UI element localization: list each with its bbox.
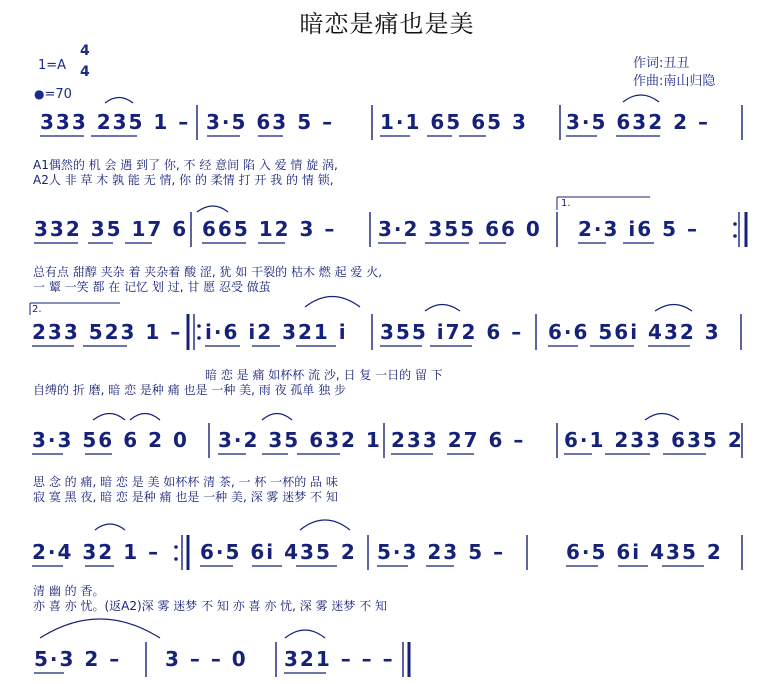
measure: 3·5 63 5 – (206, 110, 335, 134)
measure: 6·5 6i 435 2 (200, 540, 357, 564)
key-signature: 1=A (38, 58, 67, 73)
lyrics-verse-2: 一 颦 一笑 都 在 记忆 划 过, 甘 愿 忍受 做茧 (33, 280, 271, 294)
lyrics-verse-1: A1偶然的 机 会 遇 到了 你, 不 经 意间 陷 入 爱 情 旋 涡, (33, 158, 338, 172)
tempo-value: =70 (44, 87, 72, 102)
measure: 6·5 6i 435 2 (566, 540, 723, 564)
lyrics-verse-1: 暗 恋 是 痛 如杯杯 流 沙, 日 复 一日的 留 下 (205, 368, 443, 382)
lyrics-verse-2: 亦 喜 亦 忧。(返A2)深 雾 迷梦 不 知 亦 喜 亦 忧, 深 雾 迷梦 不 知 (33, 599, 388, 613)
song-title: 暗恋是痛也是美 (299, 10, 475, 38)
slur (300, 520, 350, 530)
measure: 1·1 65 65 3 (380, 110, 528, 134)
measure: 5·3 2 – (34, 647, 122, 671)
lyrics-verse-2: 自缚的 折 磨, 暗 恋 是种 痛 也是 一种 美, 雨 夜 孤单 独 步 (33, 383, 347, 397)
slur (40, 619, 160, 638)
measure: 321 – – – (284, 647, 395, 671)
volta-1: 1. (561, 198, 571, 209)
composer-credit: 作曲:南山归隐 (633, 74, 716, 89)
measure: 5·3 23 5 – (377, 540, 506, 564)
lyrics-verse-1: 清 幽 的 香。 (33, 584, 105, 598)
measure: 6·6 56i 432 3 (548, 320, 721, 344)
measure: 233 27 6 – (391, 428, 526, 452)
slur (425, 305, 460, 312)
slur (130, 414, 160, 421)
slur (305, 297, 360, 308)
time-signature-bottom: 4 (80, 64, 90, 80)
lyrics-verse-2: 寂 寞 黑 夜, 暗 恋 是种 痛 也是 一种 美, 深 雾 迷梦 不 知 (33, 490, 338, 504)
measure: 332 35 17 6 (34, 217, 189, 241)
slur (655, 305, 692, 312)
measure: 3·2 355 66 0 (378, 217, 542, 241)
measure: 233 523 1 – (32, 320, 183, 344)
volta-2: 2. (32, 304, 42, 315)
lyrics-verse-2: A2人 非 草 木 孰 能 无 情, 你 的 柔情 打 开 我 的 情 锁, (33, 173, 334, 187)
measure: 2·4 32 1 – (32, 540, 161, 564)
slur (285, 630, 325, 638)
quarter-note-icon: ● (34, 87, 45, 101)
lyricist-credit: 作词:丑丑 (633, 56, 690, 71)
measure: i·6 i2 321 i (205, 320, 348, 344)
measure: 2·3 i6 5 – (578, 217, 700, 241)
lyrics-verse-1: 思 念 的 痛, 暗 恋 是 美 如杯杯 清 茶, 一 杯 一杯的 品 味 (33, 475, 338, 489)
measure: 3·2 35 632 1 (218, 428, 382, 452)
measure: 3·3 56 6 2 0 (32, 428, 189, 452)
lyrics-verse-1: 总有点 甜醇 夹杂 着 夹杂着 酸 涩, 犹 如 干裂的 枯木 燃 起 爱 火, (33, 265, 383, 279)
slur (197, 206, 228, 212)
slur (95, 524, 125, 530)
slur (645, 414, 679, 421)
measure: 6·1 233 635 2 (564, 428, 744, 452)
slur (262, 414, 292, 421)
measure: 355 i72 6 – (380, 320, 524, 344)
measure: 3 – – 0 (165, 647, 248, 671)
slur (93, 414, 125, 421)
slur (105, 98, 133, 104)
time-signature-top: 4 (80, 43, 90, 59)
measure: 333 235 1 – (40, 110, 191, 134)
measure: 665 12 3 – (202, 217, 337, 241)
slur (623, 95, 659, 102)
measure: 3·5 632 2 – (566, 110, 710, 134)
